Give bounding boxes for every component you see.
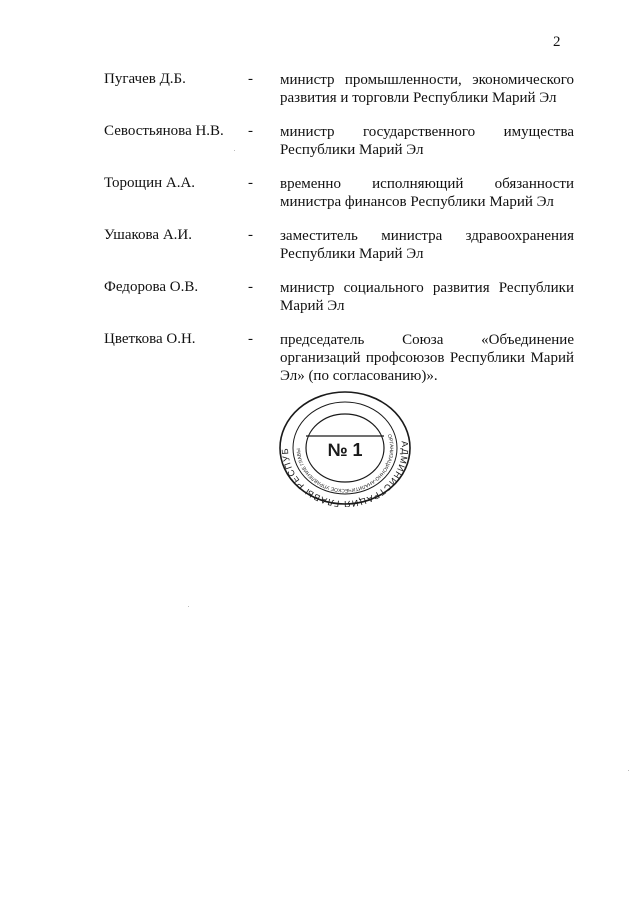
member-position: министр социального развития Республики Марий Эл: [280, 280, 574, 314]
member-list: [0, 71, 640, 401]
member-position: временно исполняющий обязанности министра финансов Республики Марий Эл: [280, 176, 574, 210]
member-entry: [0, 227, 640, 279]
member-dash: -: [248, 123, 253, 139]
member-name: Цветкова О.Н.: [104, 331, 196, 347]
member-entry: [0, 71, 640, 123]
stamp-seal-icon: [278, 390, 412, 507]
member-name: Пугачев Д.Б.: [104, 71, 186, 87]
member-position: председатель Союза «Объединение организаций профсоюзов Республики Марий Эл» (по согласованию)».: [280, 332, 574, 384]
member-entry: [0, 123, 640, 175]
member-dash: -: [248, 279, 253, 295]
official-stamp: [278, 390, 412, 507]
member-dash: -: [248, 227, 253, 243]
member-position: заместитель министра здравоохранения Республики Марий Эл: [280, 228, 574, 262]
member-dash: -: [248, 71, 253, 87]
member-entry: [0, 279, 640, 331]
scan-speck: [234, 150, 235, 151]
member-dash: -: [248, 331, 253, 347]
member-name: Ушакова А.И.: [104, 227, 192, 243]
scan-speck: [628, 770, 629, 771]
member-name: Севостьянова Н.В.: [104, 123, 224, 139]
member-position: министр промышленности, экономического развития и торговли Республики Марий Эл: [280, 72, 574, 106]
scan-speck: [188, 606, 189, 607]
stamp-outer-text: АДМИНИСТРАЦИЯ ГЛАВЫ РЕСПУБ: [279, 440, 411, 507]
page-number: 2: [553, 34, 561, 50]
stamp-number: № 1: [327, 440, 363, 460]
member-name: Федорова О.В.: [104, 279, 199, 295]
member-position: министр государственного имущества Республики Марий Эл: [280, 124, 574, 158]
member-entry: [0, 175, 640, 227]
member-name: Торощин А.А.: [104, 175, 196, 191]
member-dash: -: [248, 175, 253, 191]
stamp-inner-text: ОРГАНИЗАЦИОННО-АНАЛИТИЧЕСКОЕ УПРАВЛЕНИЕ ГЛАВЫ: [295, 433, 395, 494]
